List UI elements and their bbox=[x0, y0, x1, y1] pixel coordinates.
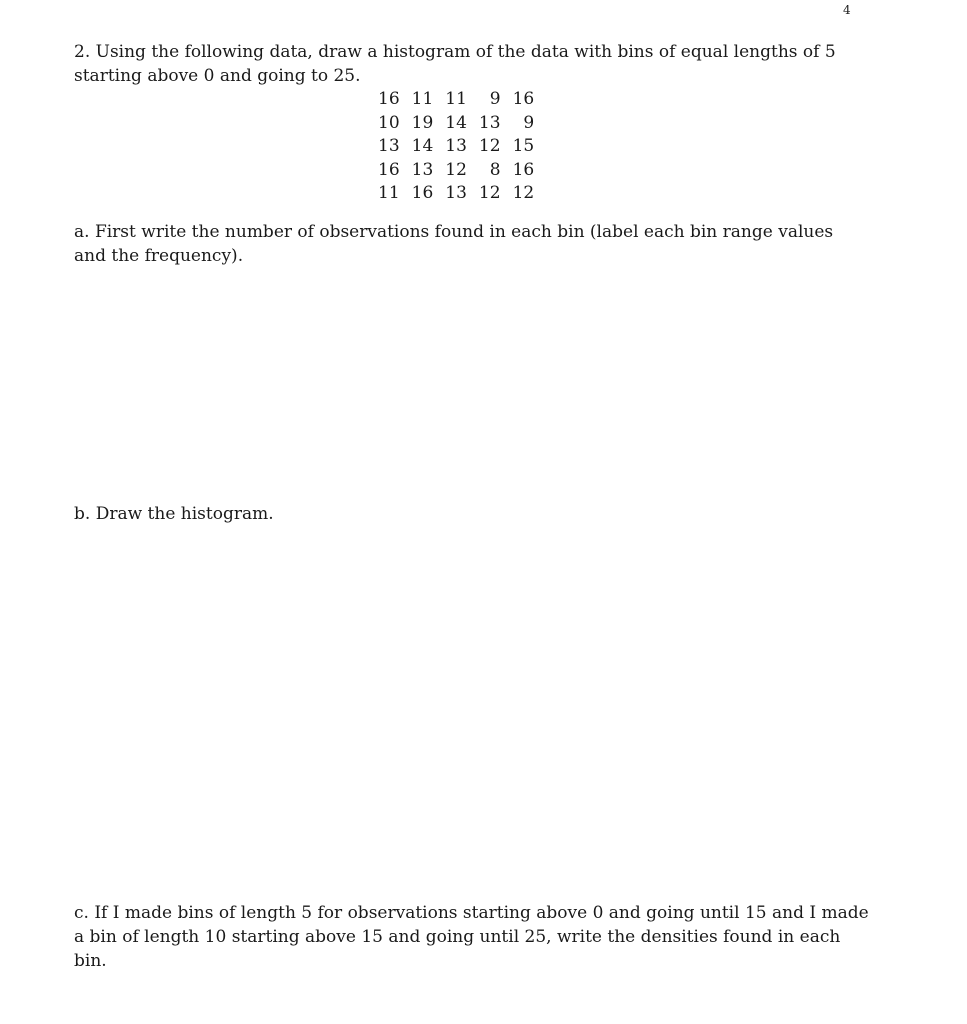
table-cell: 19 bbox=[411, 112, 434, 133]
part-a-prompt: a. First write the number of observations found in each bin (label each bin range values and the frequency). bbox=[74, 222, 834, 266]
table-cell: 13 bbox=[445, 136, 467, 156]
table-cell: 11 bbox=[411, 89, 434, 109]
part-c-prompt: c. If I made bins of length 5 for observations starting above 0 and going until 15 and I made a bin of length 10 starting above 15 and going until 25, write the densities found in each bin. bbox=[74, 903, 869, 971]
table-cell: 16 bbox=[378, 89, 400, 109]
table-cell: 14 bbox=[411, 136, 434, 156]
table-cell: 12 bbox=[512, 183, 535, 203]
page-number: 4 bbox=[843, 3, 851, 17]
table-cell: 16 bbox=[411, 183, 434, 203]
table-cell: 9 bbox=[523, 112, 535, 133]
table-cell: 9 bbox=[489, 89, 501, 109]
table-cell: 13 bbox=[445, 183, 467, 203]
part-b-prompt: b. Draw the histogram. bbox=[74, 504, 274, 524]
table-cell: 13 bbox=[478, 112, 501, 133]
table-row bbox=[372, 135, 540, 159]
table-cell: 16 bbox=[378, 159, 400, 180]
table-cell: 15 bbox=[512, 136, 535, 156]
table-row bbox=[372, 88, 540, 112]
table-cell: 12 bbox=[478, 136, 501, 156]
table-cell: 16 bbox=[512, 159, 535, 180]
table-cell: 12 bbox=[478, 183, 501, 203]
table-cell: 8 bbox=[489, 159, 501, 180]
table-cell: 12 bbox=[445, 159, 467, 180]
question-intro: 2. Using the following data, draw a histogram of the data with bins of equal lengths of 5 starting above 0 and going to 25. bbox=[74, 42, 836, 86]
table-row bbox=[372, 112, 540, 136]
table-cell: 13 bbox=[411, 159, 434, 180]
table-cell: 11 bbox=[445, 89, 467, 109]
table-cell: 11 bbox=[378, 183, 400, 203]
data-table bbox=[372, 88, 540, 206]
table-row bbox=[372, 159, 540, 183]
table-cell: 16 bbox=[512, 89, 535, 109]
table-cell: 14 bbox=[445, 112, 467, 133]
table-cell: 13 bbox=[378, 136, 400, 156]
table-cell: 10 bbox=[378, 112, 400, 133]
table-row bbox=[372, 182, 540, 206]
